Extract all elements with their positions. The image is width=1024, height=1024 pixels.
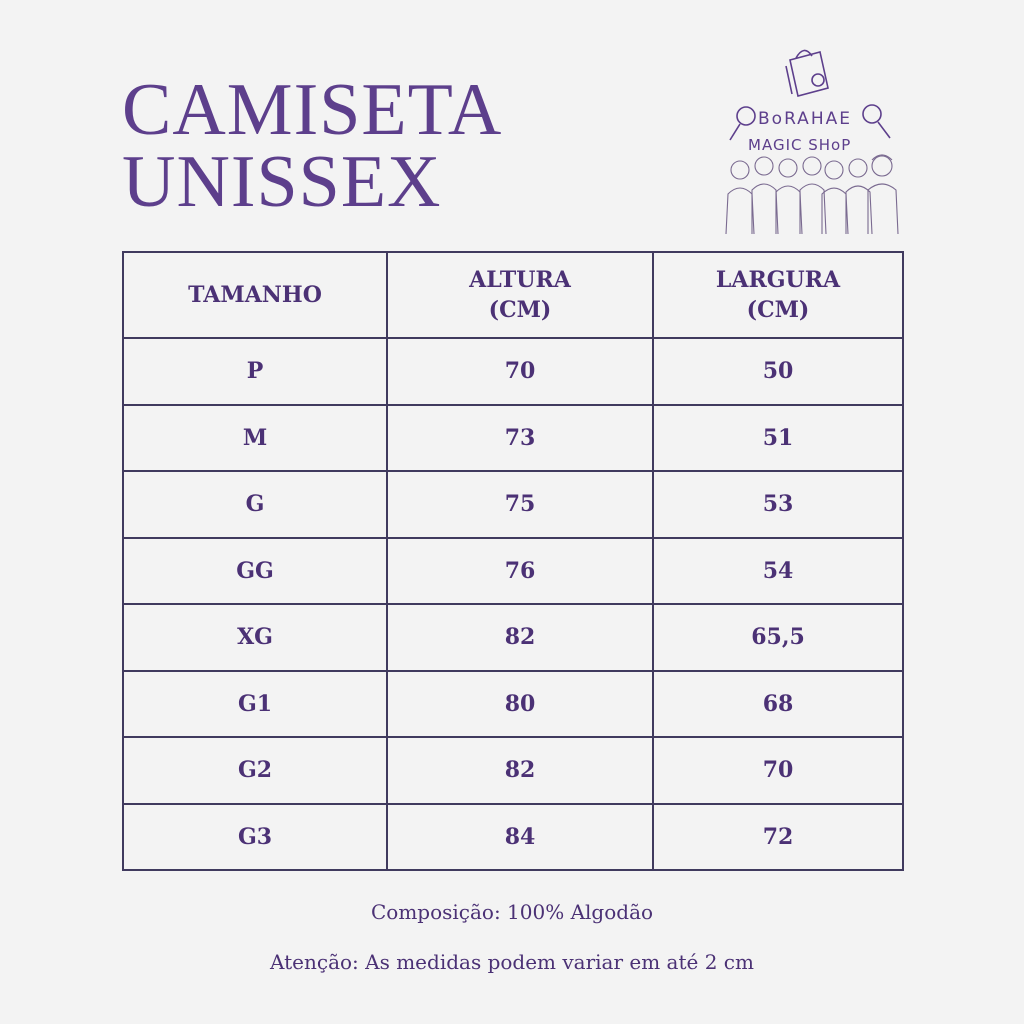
cell-size: M: [123, 405, 387, 472]
header-unit: (CM): [746, 297, 810, 323]
cell-size: G1: [123, 671, 387, 738]
table-row: [123, 804, 903, 871]
page-title: [122, 69, 503, 223]
cell-size: G: [123, 471, 387, 538]
cell-largura: 68: [653, 671, 903, 738]
table-row: [123, 471, 903, 538]
cell-largura: 50: [653, 338, 903, 405]
title-line-2: UNISSEX: [122, 141, 442, 223]
table-row: [123, 405, 903, 472]
table-row: [123, 671, 903, 738]
table-row: [123, 538, 903, 605]
cell-size: P: [123, 338, 387, 405]
header-largura: [653, 252, 903, 338]
table-row: [123, 604, 903, 671]
header-unit: (CM): [488, 297, 552, 323]
header-tamanho: [123, 252, 387, 338]
shopping-bag-icon: [786, 50, 828, 96]
table-row: [123, 338, 903, 405]
cell-size: G3: [123, 804, 387, 871]
brand-logo: [712, 44, 908, 238]
cell-altura: 82: [387, 604, 653, 671]
header-altura: [387, 252, 653, 338]
cell-largura: 54: [653, 538, 903, 605]
header-label: LARGURA: [715, 267, 841, 293]
table-row: [123, 737, 903, 804]
table-header-row: [123, 252, 903, 338]
cell-largura: 51: [653, 405, 903, 472]
composition-note: Composição: 100% Algodão: [370, 900, 654, 924]
cell-altura: 82: [387, 737, 653, 804]
cell-altura: 73: [387, 405, 653, 472]
header-label: ALTURA: [469, 267, 571, 293]
logo-text-2: MAGIC SHoP: [748, 136, 852, 154]
measurement-warning: Atenção: As medidas podem variar em até 2 cm: [270, 950, 754, 974]
size-table: [122, 251, 904, 871]
cell-size: XG: [123, 604, 387, 671]
cell-altura: 84: [387, 804, 653, 871]
cell-largura: 70: [653, 737, 903, 804]
cell-altura: 80: [387, 671, 653, 738]
cell-largura: 53: [653, 471, 903, 538]
cell-size: G2: [123, 737, 387, 804]
cell-altura: 76: [387, 538, 653, 605]
cell-largura: 65,5: [653, 604, 903, 671]
cell-largura: 72: [653, 804, 903, 871]
cell-altura: 70: [387, 338, 653, 405]
header-label: TAMANHO: [188, 282, 322, 308]
cell-altura: 75: [387, 471, 653, 538]
title-line-1: CAMISETA: [122, 69, 503, 151]
logo-text-1: BoRAHAE: [758, 109, 852, 129]
cell-size: GG: [123, 538, 387, 605]
